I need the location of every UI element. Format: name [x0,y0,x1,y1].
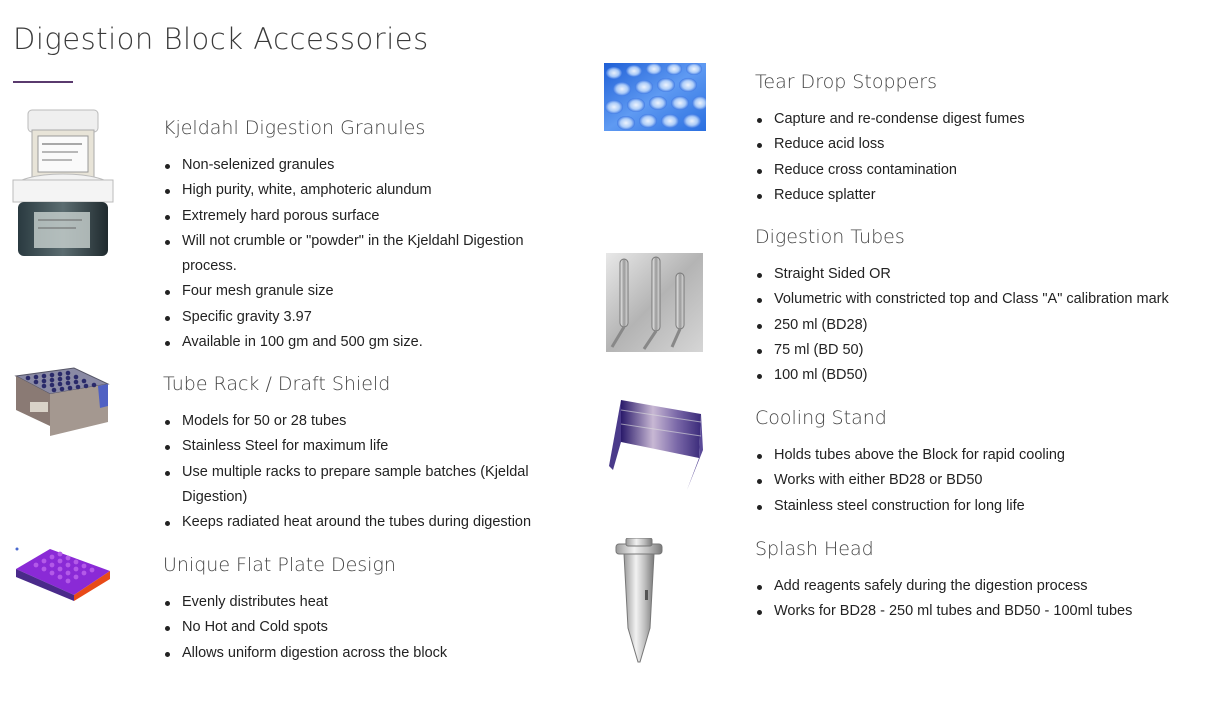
feature-list [755,107,1195,208]
feature-item: Stainless Steel for maximum life [163,434,553,459]
feature-item: Keeps radiated heat around the tubes during digestion [163,510,553,535]
feature-item: Capture and re-condense digest fumes [755,107,1195,132]
feature-item: Non-selenized granules [163,153,563,178]
feature-list [163,153,563,355]
feature-item: Extremely hard porous surface [163,204,563,229]
granules-jar-photo [12,108,114,263]
product-heading: Tube Rack / Draft Shield [163,373,391,395]
flat-plate-heat-map-photo [14,545,112,603]
feature-item: Allows uniform digestion across the block [163,641,553,666]
product-heading: Kjeldahl Digestion Granules [163,117,426,139]
feature-item: Four mesh granule size [163,279,563,304]
feature-item: Available in 100 gm and 500 gm size. [163,330,563,355]
feature-item: Reduce splatter [755,183,1195,208]
feature-item: Volumetric with constricted top and Class "A" calibration mark [755,287,1195,312]
feature-item: Stainless steel construction for long life [755,494,1195,519]
feature-item: Will not crumble or "powder" in the Kjeldahl Digestion process. [163,229,563,280]
product-heading: Cooling Stand [755,407,887,429]
feature-item: Specific gravity 3.97 [163,305,563,330]
page-title: Digestion Block Accessories [13,22,429,56]
feature-item: Use multiple racks to prepare sample batches (Kjeldal Digestion) [163,460,553,511]
feature-item: Holds tubes above the Block for rapid cooling [755,443,1195,468]
feature-item: Reduce cross contamination [755,158,1195,183]
feature-item: Reduce acid loss [755,132,1195,157]
feature-list [755,574,1195,625]
cooling-stand-photo [607,400,704,492]
feature-list [163,409,553,535]
splash-head-photo [614,538,664,666]
feature-list [163,590,553,666]
feature-item: Add reagents safely during the digestion process [755,574,1195,599]
feature-item: Models for 50 or 28 tubes [163,409,553,434]
feature-item: Works for BD28 - 250 ml tubes and BD50 - 100ml tubes [755,599,1195,624]
tear-drop-stoppers-photo [604,63,706,131]
digestion-tubes-photo [606,253,703,352]
product-heading: Unique Flat Plate Design [163,554,396,576]
title-underline [13,81,73,83]
feature-item: 75 ml (BD 50) [755,338,1195,363]
product-heading: Digestion Tubes [755,226,905,248]
product-heading: Splash Head [755,538,874,560]
product-heading: Tear Drop Stoppers [755,71,937,93]
tube-rack-photo [14,366,110,440]
feature-item: High purity, white, amphoteric alundum [163,178,563,203]
feature-item: 250 ml (BD28) [755,313,1195,338]
feature-item: No Hot and Cold spots [163,615,553,640]
feature-item: Works with either BD28 or BD50 [755,468,1195,493]
feature-item: 100 ml (BD50) [755,363,1195,388]
feature-list [755,262,1195,388]
feature-list [755,443,1195,519]
feature-item: Evenly distributes heat [163,590,553,615]
feature-item: Straight Sided OR [755,262,1195,287]
